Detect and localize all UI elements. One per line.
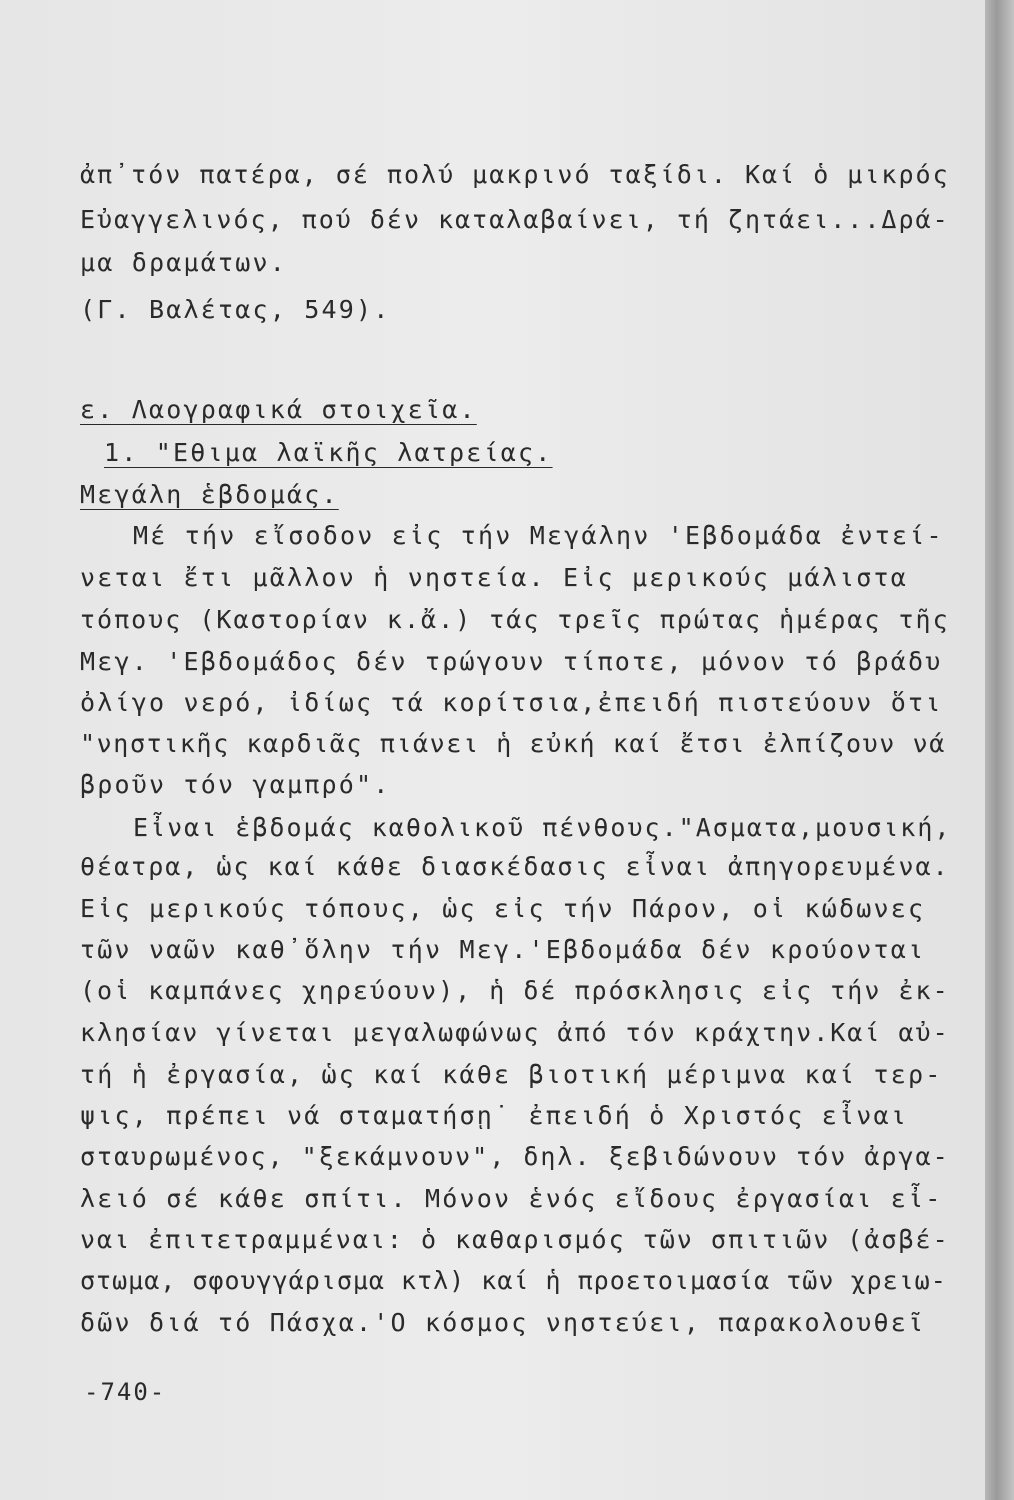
text-line: ναι ἐπιτετραμμέναι: ὁ καθαρισμός τῶν σπιτιῶν (ἀσβέ- <box>80 1225 950 1254</box>
text-line: μα δραμάτων. <box>80 248 288 277</box>
text-line: νεται ἔτι μᾶλλον ἡ νηστεία. Εἰς μερικούς μάλιστα <box>80 563 909 592</box>
text-line: Εὐαγγελινός, πού δέν καταλαβαίνει, τή ζητάει...Δρά- <box>80 205 950 234</box>
page-edge <box>985 0 1014 1500</box>
text-line: θέατρα, ὡς καί κάθε διασκέδασις εἶναι ἀπηγορευμένα. <box>80 852 950 881</box>
text-line: Μέ τήν εἴσοδον εἰς τήν Μεγάλην 'Εβδομάδα ἐντεί- <box>133 521 944 550</box>
text-line: τόπους (Καστορίαν κ.ἄ.) τάς τρεῖς πρώτας ἡμέρας τῆς <box>80 605 950 634</box>
citation: (Γ. Βαλέτας, 549). <box>80 295 391 324</box>
text-line: δῶν διά τό Πάσχα.'Ο κόσμος νηστεύει, παρακολουθεῖ <box>80 1308 926 1337</box>
text-line: τή ἡ ἐργασία, ὡς καί κάθε βιοτική μέριμνα καί τερ- <box>80 1060 943 1089</box>
text-line: ὀλίγο νερό, ἰδίως τά κορίτσια,ἐπειδή πιστεύουν ὅτι <box>80 688 943 717</box>
text-line: ψις, πρέπει νά σταματήσῃ˙ ἐπειδή ὁ Χριστός εἶναι <box>80 1101 909 1130</box>
text-line: λειό σέ κάθε σπίτι. Μόνον ἑνός εἴδους ἐργασίαι εἶ- <box>80 1184 943 1213</box>
text-line: "νηστικῆς καρδιᾶς πιάνει ἡ εὐκή καί ἔτσι ἐλπίζουν νά <box>80 729 946 758</box>
text-line: κλησίαν γίνεται μεγαλωφώνως ἀπό τόν κράχτην.Καί αὐ- <box>80 1018 950 1047</box>
text-line: ἀπ᾽τόν πατέρα, σέ πολύ μακρινό ταξίδι. Καί ὁ μικρός <box>80 160 950 189</box>
page-number: -740- <box>84 1378 167 1406</box>
text-line: τῶν ναῶν καθ᾽ὅλην τήν Μεγ.'Εβδομάδα δέν κρούονται <box>80 935 926 964</box>
subsection-heading: 1. "Εθιμα λαϊκῆς λατρείας. <box>104 438 553 467</box>
text-line: Εἰς μερικούς τόπους, ὡς εἰς τήν Πάρον, οἱ κώδωνες <box>80 894 926 923</box>
text-line: Εἶναι ἑβδομάς καθολικοῦ πένθους."Ασματα,μουσική, <box>133 813 952 842</box>
text-line: βροῦν τόν γαμπρό". <box>80 770 391 799</box>
topic-heading: Μεγάλη ἑβδομάς. <box>80 480 339 509</box>
text-line: (οἱ καμπάνες χηρεύουν), ἡ δέ πρόσκλησις εἰς τήν ἐκ- <box>80 976 950 1005</box>
text-line: Μεγ. 'Εβδομάδος δέν τρώγουν τίποτε, μόνον τό βράδυ <box>80 647 943 676</box>
text-line: σταυρωμένος, "ξεκάμνουν", δηλ. ξεβιδώνουν τόν ἀργα- <box>80 1142 950 1171</box>
section-heading: ε. Λαογραφικά στοιχεῖα. <box>80 395 477 424</box>
text-line: στωμα, σφουγγάρισμα κτλ) καί ἡ προετοιμασία τῶν χρειω- <box>80 1266 947 1295</box>
